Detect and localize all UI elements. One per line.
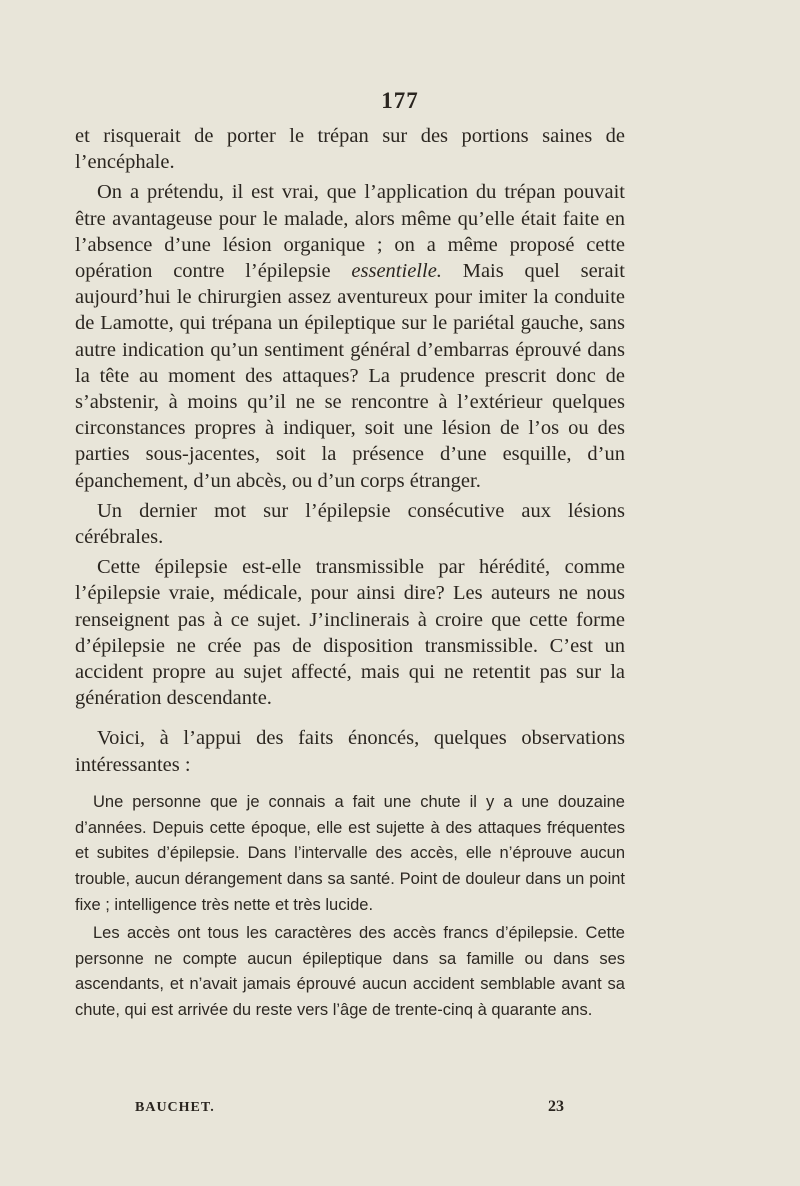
paragraph-1: et risquerait de porter le trépan sur des portions saines de l’encéphale. xyxy=(75,125,625,174)
observation-paragraph-2: Les accès ont tous les caractères des accès francs d’épilepsie. Cette personne ne compte aucun épileptique dans sa famille ou dans ses ascendants, et n’avait jamais éprouvé aucun accident semblable avant sa chute, qui est arrivée du reste vers l’âge de trente-cinq à quarante ans. xyxy=(75,923,625,1020)
observation-paragraph-1: Une personne que je connais a fait une chute il y a une douzaine d’années. Depuis cette époque, elle est sujette à des attaques fréquentes et subites d’épilepsie. Dans l’intervalle des accès, elle n’éprouve aucun trouble, aucun dérangement dans sa santé. Point de douleur dans un point fixe ; intelligence très nette et très lucide. xyxy=(75,792,625,915)
italic-word-essentielle: essentielle. xyxy=(351,260,442,283)
paragraph-2-text-a: On a prétendu, il est vrai, que l’application du trépan pouvait être avantageuse pour le malade, alors même qu’elle était faite en l’absence d’une lésion organique ; on a même proposé cette opération contre l’épilepsie xyxy=(75,181,625,283)
page-number: 177 xyxy=(381,88,419,113)
observations-block xyxy=(75,790,625,1024)
paragraph-2-text-b: Mais quel serait aujourd’hui le chirurgien assez aventureux pour imiter la conduite de Lamotte, qui trépana un épileptique sur le pariétal gauche, sans autre indication qu’un sentiment général d’embarras éprouvé dans la tête au moment des attaques? La prudence prescrit donc de s’abstenir, à moins qu’il ne se rencontre à l’extérieur quelques circonstances propres à indiquer, soit une lésion de l’os ou des parties sous-jacentes, soit la présence d’une esquille, d’un épanchement, d’un abcès, ou d’un corps étranger. xyxy=(75,260,625,492)
paragraph-2 xyxy=(75,179,625,493)
paragraph-3: Un dernier mot sur l’épilepsie consécutive aux lésions cérébrales. xyxy=(75,499,625,549)
paragraph-4: Cette épilepsie est-elle transmissible par hérédité, comme l’épilepsie vraie, médicale, pour ainsi dire? Les auteurs ne nous renseignent pas à ce sujet. J’inclinerais à croire que cette forme d’épilepsie ne crée pas de disposition transmissible. C’est un accident propre au sujet affecté, mais qui ne retentit pas sur la génération descendante. xyxy=(75,556,625,710)
paragraph-5: Voici, à l’appui des faits énoncés, quelques observations intéressantes : xyxy=(75,727,625,776)
body-text xyxy=(75,123,625,1026)
signature-mark: BAUCHET. xyxy=(135,1100,215,1115)
sheet-mark: 23 xyxy=(548,1098,564,1115)
